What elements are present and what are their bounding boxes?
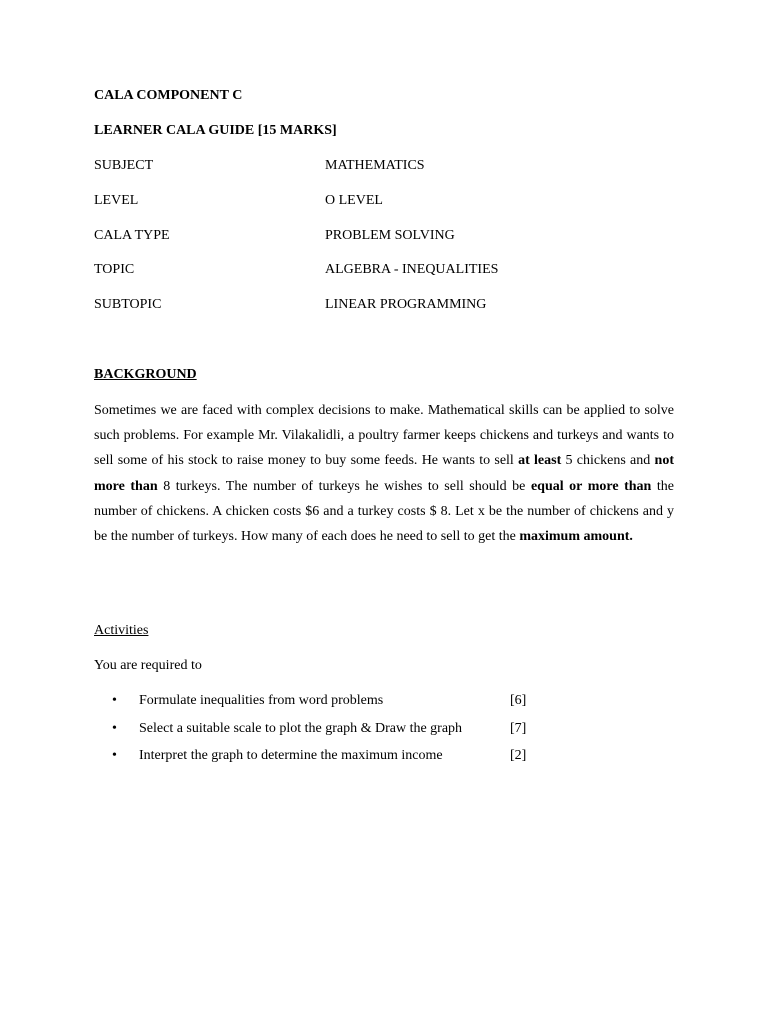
activity-item [112, 747, 552, 765]
info-row-level [94, 192, 694, 210]
info-label: CALA TYPE [94, 228, 170, 243]
activities-heading: Activities [94, 623, 149, 638]
activity-text: Interpret the graph to determine the maximum income [139, 748, 443, 763]
bullet-icon: • [112, 693, 117, 708]
info-row-cala-type [94, 227, 694, 245]
info-value: LINEAR PROGRAMMING [325, 297, 487, 312]
info-row-subject [94, 157, 694, 175]
component-title: CALA COMPONENT C [94, 88, 243, 103]
paragraph-text: 8 turkeys. The number of turkeys he wishes to sell should be [157, 478, 531, 494]
activity-marks: [6] [510, 693, 527, 708]
background-paragraph [94, 398, 674, 549]
activities-intro: You are required to [94, 658, 202, 673]
info-row-topic [94, 261, 694, 279]
paragraph-text: 5 chickens and [561, 453, 655, 469]
activity-item [112, 720, 552, 738]
info-label: SUBJECT [94, 158, 154, 173]
info-label: SUBTOPIC [94, 297, 162, 312]
emphasis-at-least: at least [518, 453, 562, 469]
bullet-icon: • [112, 721, 117, 736]
activity-marks: [2] [510, 748, 527, 763]
activity-marks: [7] [510, 721, 527, 736]
activity-item [112, 692, 552, 710]
info-label: TOPIC [94, 262, 135, 277]
info-value: O LEVEL [325, 193, 383, 208]
emphasis-maximum-amount: maximum amount. [519, 529, 633, 545]
info-label: LEVEL [94, 193, 139, 208]
paragraph-text: the number of chickens. A chicken costs $6 and a turkey costs $ 8. Let x be the number of chickens and y be the number of turkeys. How many of each does he need to sell to get the [94, 478, 675, 545]
info-value: MATHEMATICS [325, 158, 425, 173]
guide-title: LEARNER CALA GUIDE [15 MARKS] [94, 123, 337, 138]
info-value: ALGEBRA - INEQUALITIES [325, 262, 499, 277]
activity-text: Select a suitable scale to plot the graph & Draw the graph [139, 721, 463, 736]
info-row-subtopic [94, 296, 694, 314]
paragraph-text: Sometimes we are faced with complex decisions to make. Mathematical skills can be applied to solve such problems. For example Mr. Vilakalidli, a poultry farmer keeps chickens and turkeys and wants to sell some of his stock to raise money to buy some feeds. He wants to sell [94, 403, 674, 469]
activity-text: Formulate inequalities from word problems [139, 693, 384, 708]
emphasis-not-more-than: not more than [94, 453, 674, 494]
emphasis-equal-or-more: equal or more than [530, 478, 652, 494]
bullet-icon: • [112, 748, 117, 763]
background-heading: BACKGROUND [94, 367, 197, 382]
info-value: PROBLEM SOLVING [325, 228, 455, 243]
